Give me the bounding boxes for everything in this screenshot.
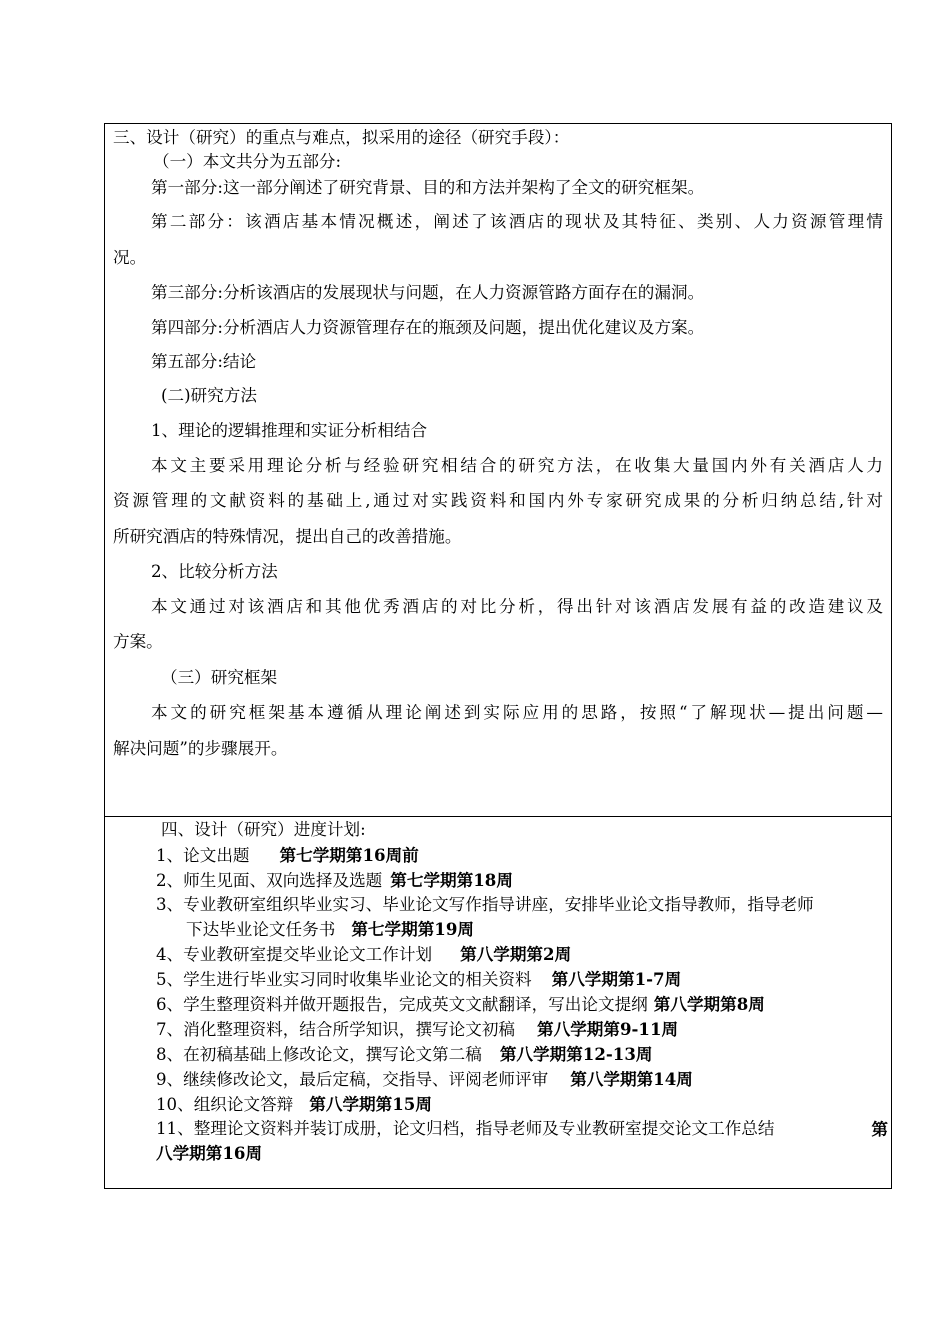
schedule-item xyxy=(156,847,419,865)
schedule-task: 2、师生见面、双向选择及选题 xyxy=(156,871,383,890)
schedule-item-continuation xyxy=(156,1145,262,1163)
method-1-text-line2: 资源管理的文献资料的基础上,通过对实践资料和国内外专家研究成果的分析归纳总结,针对 xyxy=(113,491,883,510)
part-5-text: 第五部分:结论 xyxy=(151,352,257,371)
subsection-1-heading: （一）本文共分为五部分: xyxy=(153,152,342,171)
schedule-time: 第八学期第15周 xyxy=(309,1094,432,1114)
schedule-time: 第 xyxy=(871,1119,888,1139)
schedule-item xyxy=(156,971,681,989)
schedule-task: 5、学生进行毕业实习同时收集毕业论文的相关资料 xyxy=(156,970,532,989)
schedule-time: 第七学期第16周前 xyxy=(279,845,419,865)
schedule-item xyxy=(156,1021,678,1039)
schedule-item xyxy=(156,897,888,914)
part-3-text: 第三部分:分析该酒店的发展现状与问题，在人力资源管路方面存在的漏洞。 xyxy=(151,283,705,302)
schedule-task: 10、组织论文答辩 xyxy=(156,1095,294,1114)
schedule-task: 7、消化整理资料，结合所学知识，撰写论文初稿 xyxy=(156,1020,516,1039)
method-1-title: 1、理论的逻辑推理和实证分析相结合 xyxy=(151,421,428,440)
subsection-3-heading: （三）研究框架 xyxy=(161,668,278,687)
part-2-text-line1: 第二部分：该酒店基本情况概述，阐述了该酒店的现状及其特征、类别、人力资源管理情 xyxy=(151,212,883,231)
schedule-task: 11、整理论文资料并装订成册，论文归档，指导老师及专业教研室提交论文工作总结 xyxy=(156,1119,775,1138)
schedule-time: 第八学期第8周 xyxy=(653,994,765,1014)
schedule-task: 下达毕业论文任务书 xyxy=(186,920,336,939)
schedule-item xyxy=(156,1121,888,1138)
schedule-task: 6、学生整理资料并做开题报告，完成英文文献翻译，写出论文提纲 xyxy=(156,995,648,1014)
schedule-item xyxy=(156,946,571,964)
schedule-time: 第八学期第12-13周 xyxy=(499,1044,653,1064)
method-2-title: 2、比较分析方法 xyxy=(151,562,278,581)
schedule-item xyxy=(156,996,765,1014)
schedule-time: 第八学期第14周 xyxy=(570,1069,693,1089)
schedule-task: 3、专业教研室组织毕业实习、毕业论文写作指导讲座，安排毕业论文指导教师，指导老师 xyxy=(156,895,814,914)
part-2-text-line2: 况。 xyxy=(113,248,147,267)
schedule-item xyxy=(156,1096,432,1114)
section3-heading: 三、设计（研究）的重点与难点，拟采用的途径（研究手段）： xyxy=(113,128,570,147)
schedule-item xyxy=(156,1046,652,1064)
proposal-form-table xyxy=(104,123,892,1189)
schedule-time: 第八学期第9-11周 xyxy=(537,1019,679,1039)
subsection-2-heading: (二)研究方法 xyxy=(161,386,257,405)
schedule-task: 4、专业教研室提交毕业论文工作计划 xyxy=(156,945,433,964)
method-2-text-line2: 方案。 xyxy=(113,632,163,651)
schedule-task: 1、论文出题 xyxy=(156,846,250,865)
section4-heading: 四、设计（研究）进度计划: xyxy=(161,820,366,839)
schedule-time: 第八学期第1-7周 xyxy=(551,969,682,989)
schedule-time: 第八学期第2周 xyxy=(460,944,572,964)
schedule-item xyxy=(156,1071,693,1089)
schedule-cell xyxy=(105,817,892,1189)
part-1-text: 第一部分:这一部分阐述了研究背景、目的和方法并架构了全文的研究框架。 xyxy=(151,178,705,197)
part-4-text: 第四部分:分析酒店人力资源管理存在的瓶颈及问题，提出优化建议及方案。 xyxy=(151,318,705,337)
schedule-task: 8、在初稿基础上修改论文，撰写论文第二稿 xyxy=(156,1045,482,1064)
method-1-text-line3: 所研究酒店的特殊情况，提出自己的改善措施。 xyxy=(113,527,462,546)
framework-text-line2: 解决问题”的步骤展开。 xyxy=(113,739,288,758)
schedule-item-continuation xyxy=(186,921,474,939)
method-2-text-line1: 本文通过对该酒店和其他优秀酒店的对比分析，得出针对该酒店发展有益的改造建议及 xyxy=(151,597,883,616)
framework-text-line1: 本文的研究框架基本遵循从理论阐述到实际应用的思路，按照“了解现状—提出问题— xyxy=(151,703,883,722)
schedule-time: 八学期第16周 xyxy=(156,1143,263,1163)
method-1-text-line1: 本文主要采用理论分析与经验研究相结合的研究方法，在收集大量国内外有关酒店人力 xyxy=(151,456,883,475)
schedule-task: 9、继续修改论文，最后定稿，交指导、评阅老师评审 xyxy=(156,1070,549,1089)
schedule-time: 第七学期第18周 xyxy=(390,870,513,890)
schedule-time: 第七学期第19周 xyxy=(351,919,474,939)
research-focus-cell xyxy=(105,124,892,817)
schedule-item xyxy=(156,872,513,890)
